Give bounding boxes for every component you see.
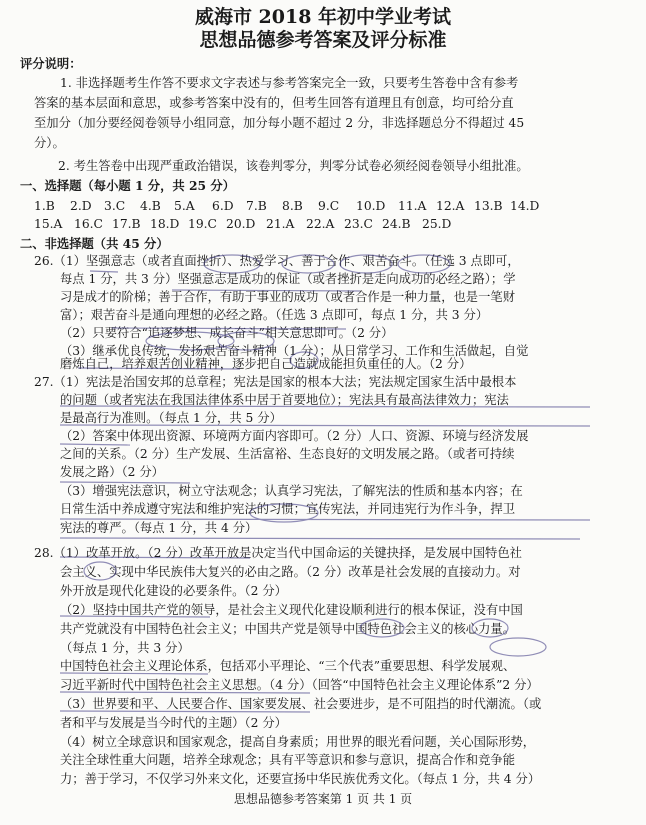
note1-line: 1. 非选择题考生作答不要求文字表述与参考答案完全一致，只要考生答卷中含有参考 — [60, 76, 519, 90]
q26-line: （3）继承优良传统，发扬艰苦奋斗精神（1 分）；从日常学习、工作和生活做起，自觉 — [60, 344, 529, 358]
q28-line: 力；善于学习，不仅学习外来文化，还要宣扬中华民族优秀文化。（每点 1 分，共 4 分） — [60, 772, 541, 786]
q27-line: 宪法的尊严。（每点 1 分，共 4 分） — [60, 521, 258, 535]
pen-circle — [490, 638, 546, 656]
mc-answer-cell: 11.A — [398, 199, 427, 213]
note1-line: 答案的基本层面和意思，或参考答案中没有的，但考生回答有道理且有创意，均可给分直 — [34, 96, 514, 110]
q28-line: 会主义、实现中华民族伟大复兴的必由之路。（2 分）改革是社会发展的直接动力。对 — [60, 565, 521, 579]
q26-line: 磨炼自己，培养艰苦创业精神，逐步把自己造就成能担负重任的人。（2 分） — [60, 357, 472, 371]
mc-answer-cell: 15.A — [34, 217, 63, 231]
q28-line: 28.（1）改革开放。（2 分）改革开放是决定当代中国命运的关键抉择，是发展中国特色社 — [34, 546, 522, 560]
q26-line: （2）只要符合“追逐梦想、成长奋斗”相关意思即可。（2 分） — [60, 326, 394, 340]
section2-heading: 二、非选择题（共 45 分） — [20, 236, 169, 251]
q27-line: （2）答案中体现出资源、环境两方面内容即可。（2 分）人口、资源、环境与经济发展 — [60, 429, 529, 443]
document-title-line2: 思想品德参考答案及评分标准 — [199, 29, 447, 51]
mc-answer-cell: 20.D — [226, 217, 256, 231]
mc-answer-cell: 7.B — [246, 199, 267, 213]
pen-underline — [60, 538, 580, 539]
q26-line: 每点 1 分，共 3 分）坚强意志是成功的保证（或者挫折是走向成功的必经之路）；学 — [60, 272, 516, 286]
mc-answer-cell: 5.A — [174, 199, 195, 213]
q28-line: 共产党就没有中国特色社会主义；中国共产党是领导中国特色社会主义的核心力量。 — [60, 622, 515, 636]
q28-line: 中国特色社会主义理论体系，包括邓小平理论、“三个代表”重要思想、科学发展观、 — [60, 659, 516, 673]
mc-answer-cell: 8.B — [282, 199, 303, 213]
mc-answer-cell: 9.C — [318, 199, 340, 213]
note1-line: 至加分（加分要经阅卷领导小组同意，加分每小题不超过 2 分，非选择题总分不得超过 45 — [34, 116, 525, 130]
mc-answer-cell: 19.C — [188, 217, 217, 231]
q28-line: 者和平与发展是当今时代的主题）（2 分） — [60, 716, 287, 730]
q27-line: 是最高行为准则。（每点 1 分，共 5 分） — [60, 411, 282, 425]
mc-answer-cell: 12.A — [436, 199, 465, 213]
q26-line: 26.（1）坚强意志（或者直面挫折）、热爱学习、善于合作、艰苦奋斗。（任选 3 点即可， — [34, 254, 520, 268]
section1-heading: 一、选择题（每小题 1 分，共 25 分） — [20, 178, 235, 193]
document-title-line1: 威海市 2018 年初中学业考试 — [194, 6, 452, 28]
q27-line: 的问题（或者宪法在我国法律体系中居于首要地位）；宪法具有最高法律效力；宪法 — [60, 393, 509, 407]
mc-answer-cell: 24.B — [382, 217, 411, 231]
q28-line: 关注全球性重大问题，培养全球观念；具有平等意识和参与意识，提高合作和竞争能 — [60, 753, 515, 767]
scoring-header: 评分说明： — [20, 56, 82, 71]
q26-line: 富）；艰苦奋斗是通向理想的必经之路。（任选 3 点即可，每点 1 分，共 3 分） — [60, 308, 489, 322]
mc-answer-cell: 1.B — [34, 199, 55, 213]
mc-answer-cell: 2.D — [70, 199, 92, 213]
q28-line: 外开放是现代化建设的必要条件。（2 分） — [60, 584, 287, 598]
pen-underline — [60, 444, 130, 445]
note1-line: 分）。 — [34, 136, 65, 150]
mc-answer-cell: 18.D — [150, 217, 180, 231]
q27-line: （3）增强宪法意识，树立守法观念；认真学习宪法，了解宪法的性质和基本内容；在 — [60, 484, 523, 498]
mc-answer-cell: 10.D — [356, 199, 386, 213]
mc-answer-cell: 6.D — [212, 199, 234, 213]
q28-line: （4）树立全球意识和国家观念，提高自身素质；用世界的眼光看问题，关心国际形势， — [60, 735, 536, 749]
mc-answer-cell: 25.D — [422, 217, 452, 231]
page-footer: 思想品德参考答案第 1 页 共 1 页 — [233, 792, 413, 806]
q28-line: （2）坚持中国共产党的领导，是社会主义现代化建设顺利进行的根本保证，没有中国 — [60, 603, 523, 617]
q28-line: （3）世界要和平、人民要合作、国家要发展、社会要进步，是不可阻挡的时代潮流。（或 — [60, 697, 542, 711]
mc-answer-cell: 17.B — [112, 217, 141, 231]
q28-line: （每点 1 分，共 3 分） — [60, 641, 190, 655]
mc-answer-cell: 3.C — [104, 199, 126, 213]
mc-answer-cell: 14.D — [510, 199, 540, 213]
q27-line: 发展之路）（2 分） — [60, 465, 164, 479]
q27-line: 27.（1）宪法是治国安邦的总章程；宪法是国家的根本大法；宪法规定国家生活中最根本 — [34, 375, 517, 389]
q26-line: 习是成才的阶梯；善于合作，有助于事业的成功（或者合作是一种力量，也是一笔财 — [60, 290, 515, 304]
mc-answer-cell: 22.A — [306, 217, 335, 231]
q27-line: 之间的关系。（2 分）生产发展、生活富裕、生态良好的文明发展之路。（或者可持续 — [60, 447, 515, 461]
q28-line: 习近平新时代中国特色社会主义思想。（4 分）（回答“中国特色社会主义理论体系”2 分） — [60, 678, 539, 692]
mc-answer-cell: 13.B — [474, 199, 503, 213]
mc-answer-cell: 21.A — [266, 217, 295, 231]
mc-answer-cell: 4.B — [140, 199, 161, 213]
q27-line: 日常生活中养成遵守宪法和维护宪法的习惯；宣传宪法，并同违宪行为作斗争，捍卫 — [60, 502, 515, 516]
mc-answer-cell: 16.C — [74, 217, 103, 231]
scoring-note-2: 2. 考生答卷中出现严重政治错误，该卷判零分，判零分试卷必须经阅卷领导小组批准。 — [58, 159, 529, 173]
mc-answer-cell: 23.C — [344, 217, 373, 231]
